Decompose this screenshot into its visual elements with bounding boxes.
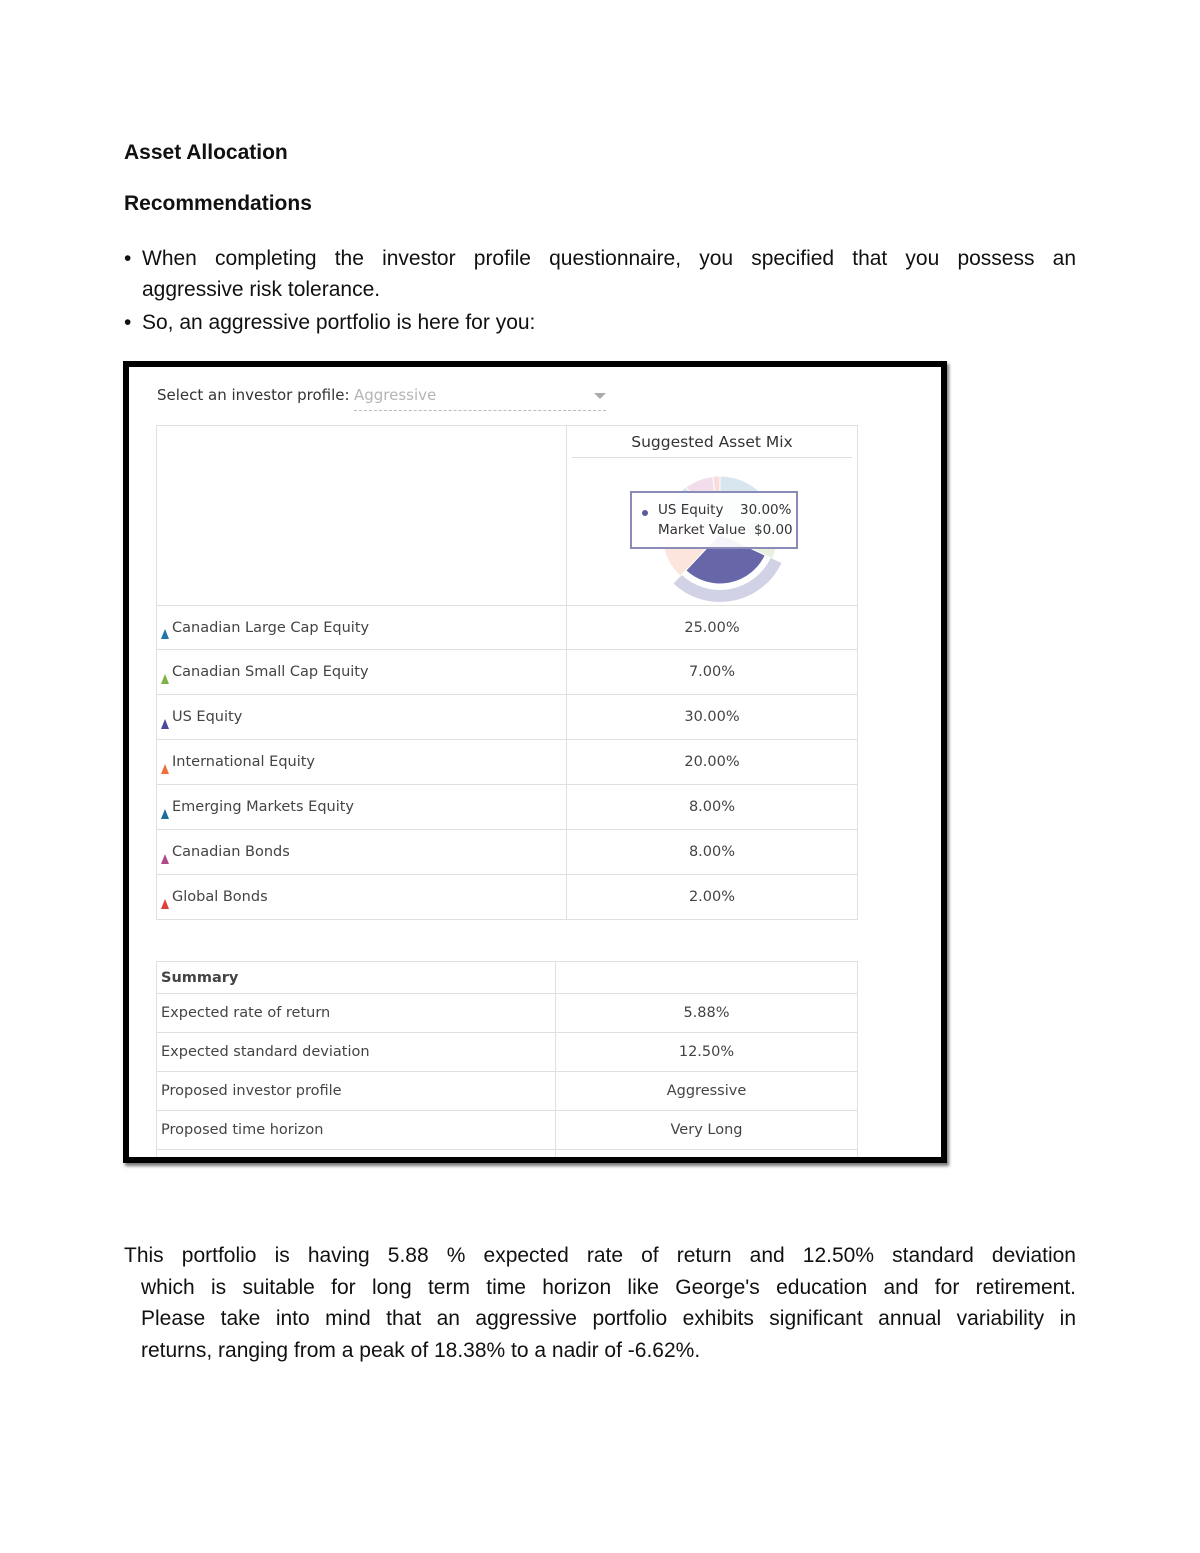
asset-value: 30.00% (567, 695, 858, 740)
asset-name-cell (157, 740, 567, 785)
asset-name-cell (157, 785, 567, 830)
asset-value: 2.00% (567, 875, 858, 920)
profile-selector-label: Select an investor profile: (157, 386, 350, 404)
asset-row (157, 650, 858, 695)
paragraph-line: This portfolio is having 5.88 % expected rate of return and 12.50% standard deviation (124, 1244, 1076, 1267)
asset-name: Canadian Small Cap Equity (172, 664, 369, 680)
mix-header: Suggested Asset Mix (572, 426, 852, 458)
summary-title: Summary (157, 962, 556, 994)
summary-row (157, 1111, 858, 1150)
legend-marker-icon (161, 899, 169, 909)
tooltip-mv-label: Market Value (658, 522, 746, 538)
summary-row (157, 1072, 858, 1111)
paragraph-line: Please take into mind that an aggressive portfolio exhibits significant annual variability in (141, 1307, 1076, 1330)
summary-value: Aggressive (556, 1072, 858, 1111)
asset-value: 25.00% (567, 606, 858, 650)
asset-name: Canadian Large Cap Equity (172, 619, 370, 636)
paragraph-line: returns, ranging from a peak of 18.38% to a nadir of -6.62%. (141, 1338, 701, 1362)
tooltip-series: US Equity (658, 502, 724, 518)
summary-label: Proposed time horizon (157, 1111, 556, 1150)
summary-value: Very Long (556, 1111, 858, 1150)
summary-value: 5.88% (556, 994, 858, 1033)
asset-name-cell (157, 650, 567, 695)
asset-name: Emerging Markets Equity (172, 799, 355, 815)
summary-label: Proposed investor profile (157, 1072, 556, 1111)
mix-header-cell (567, 426, 858, 606)
profile-selector[interactable] (354, 386, 606, 411)
embedded-screenshot (123, 361, 947, 1163)
bullet-item (124, 243, 1076, 305)
bullet-text: So, an aggressive portfolio is here for you: (142, 311, 536, 334)
summary-cut-cell (556, 1150, 858, 1158)
asset-name-cell (157, 606, 567, 650)
chart-tooltip (630, 491, 798, 549)
empty-header-cell (157, 426, 567, 606)
bullet-item (124, 307, 1076, 338)
asset-name: Canadian Bonds (172, 844, 290, 860)
summary-cut-row (157, 1150, 556, 1158)
asset-row (157, 695, 858, 740)
summary-table (156, 961, 858, 1157)
legend-marker-icon (161, 674, 169, 684)
legend-marker-icon (161, 719, 169, 729)
legend-marker-icon (161, 854, 169, 864)
asset-name-cell (157, 830, 567, 875)
conclusion-paragraph (124, 1240, 1076, 1366)
asset-value: 7.00% (567, 650, 858, 695)
asset-name: US Equity (172, 709, 243, 725)
legend-marker-icon (161, 764, 169, 774)
asset-row (157, 740, 858, 785)
bullet-list (124, 243, 1076, 338)
summary-label: Expected standard deviation (157, 1033, 556, 1072)
summary-label: Expected rate of return (157, 994, 556, 1033)
summary-row (157, 994, 858, 1033)
chevron-down-icon[interactable] (594, 393, 606, 399)
asset-mix-table (156, 425, 858, 920)
summary-row (157, 1033, 858, 1072)
asset-value: 20.00% (567, 740, 858, 785)
legend-marker-icon (161, 629, 169, 639)
asset-value: 8.00% (567, 830, 858, 875)
asset-row (157, 830, 858, 875)
asset-name: International Equity (172, 754, 316, 770)
bullet-icon: • (124, 247, 132, 270)
legend-marker-icon (161, 809, 169, 819)
section-heading: Recommendations (124, 192, 312, 215)
bullet-icon: • (124, 311, 132, 334)
summary-value: 12.50% (556, 1033, 858, 1072)
bullet-text: When completing the investor profile questionnaire, you specified that you possess an (142, 247, 1076, 270)
tooltip-percent: 30.00% (740, 502, 792, 518)
paragraph-line: which is suitable for long term time horizon like George's education and for retirement. (141, 1275, 1076, 1299)
asset-name: Global Bonds (172, 889, 268, 905)
asset-row (157, 606, 858, 650)
asset-row (157, 875, 858, 920)
bullet-text-cont: aggressive risk tolerance. (142, 278, 381, 301)
asset-value: 8.00% (567, 785, 858, 830)
asset-name-cell (157, 875, 567, 920)
series-dot-icon (642, 510, 648, 516)
page-heading: Asset Allocation (124, 141, 288, 164)
asset-row (157, 785, 858, 830)
profile-selector-value: Aggressive (354, 386, 437, 404)
summary-title-empty (556, 962, 858, 994)
asset-name-cell (157, 695, 567, 740)
tooltip-mv-value: $0.00 (754, 522, 793, 538)
